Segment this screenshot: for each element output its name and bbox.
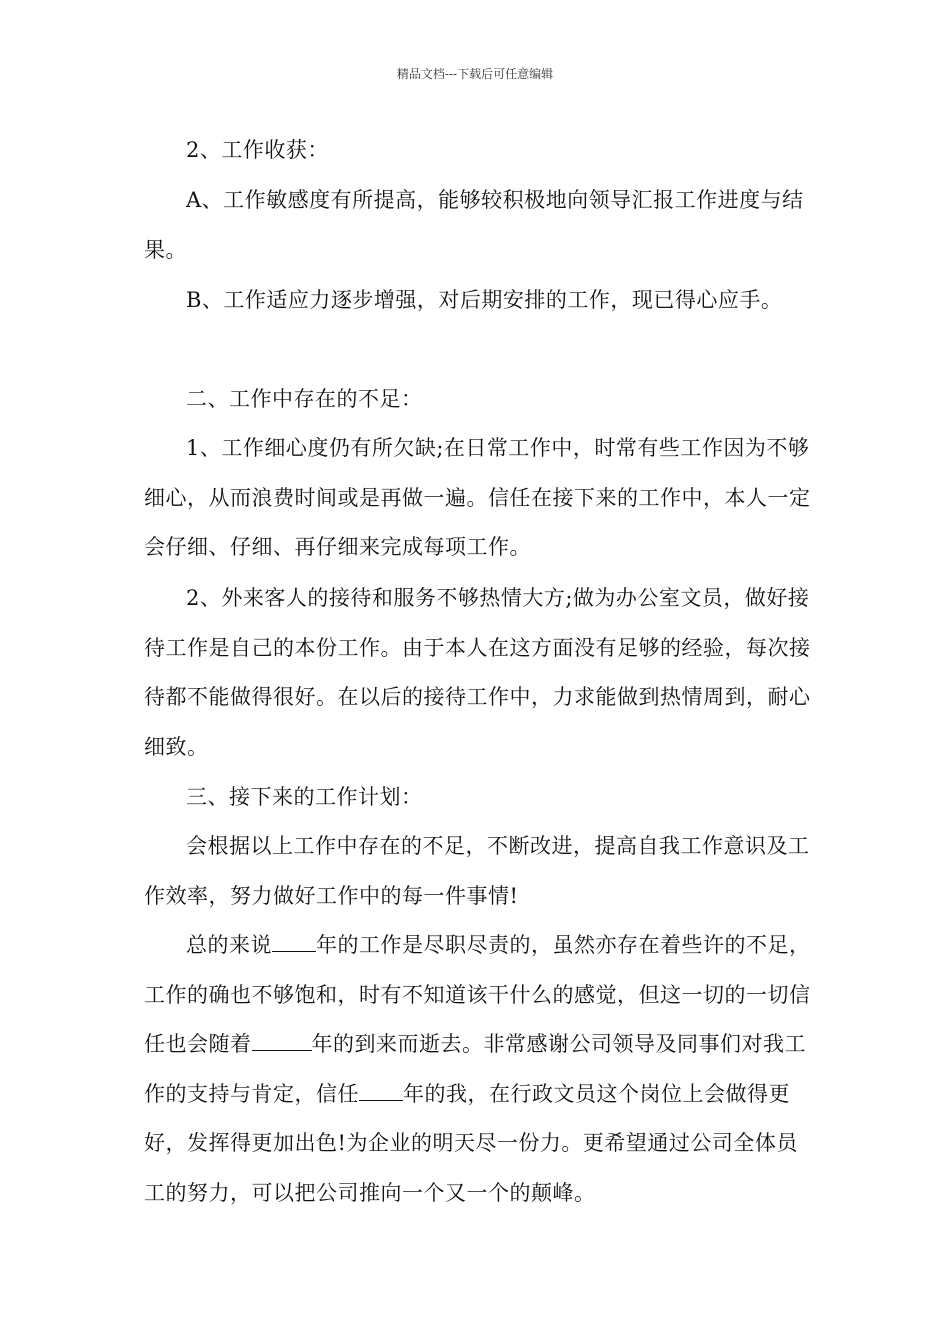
paragraph-plan-heading: 三、接下来的工作计划： bbox=[186, 785, 423, 809]
year-blank-3 bbox=[359, 1080, 403, 1101]
paragraph-plan-body: 会根据以上工作中存在的不足，不断改进，提高自我工作意识及工作效率，努力做好工作中的每一件事情! bbox=[144, 834, 810, 908]
summary-text-part-2: 年的工作是尽职尽责的，虽然亦存在着些许的不足，工作的确也不够饱和，时有不知道该干什么的感觉，但这一切的一切信任也会随着 bbox=[144, 933, 811, 1056]
paragraph-summary bbox=[144, 921, 814, 1218]
paragraph-gain-a: A、工作敏感度有所提高，能够较积极地向领导汇报工作进度与结果。 bbox=[144, 188, 804, 262]
page-header: 精品文档---下载后可任意编辑 bbox=[396, 67, 554, 81]
year-blank-2 bbox=[252, 1030, 312, 1051]
year-blank-1 bbox=[272, 931, 316, 952]
summary-text-part-1: 总的来说 bbox=[186, 933, 272, 957]
paragraph-shortcoming-1: 1、工作细心度仍有所欠缺;在日常工作中，时常有些工作因为不够细心，从而浪费时间或是再做一遍。信任在接下来的工作中，本人一定会仔细、仔细、再仔细来完成每项工作。 bbox=[144, 436, 811, 559]
summary-text-part-4: 年的我，在行政文员这个岗位上会做得更好，发挥得更加出色!为企业的明天尽一份力。更希望通过公司全体员工的努力，可以把公司推向一个又一个的颠峰。 bbox=[144, 1081, 798, 1205]
paragraph-work-gains-heading: 2、工作收获： bbox=[186, 138, 329, 162]
paragraph-gain-b: B、工作适应力逐步增强，对后期安排的工作，现已得心应手。 bbox=[186, 288, 783, 312]
paragraph-shortcomings-heading: 二、工作中存在的不足： bbox=[186, 387, 423, 411]
paragraph-shortcoming-2: 2、外来客人的接待和服务不够热情大方;做为办公室文员，做好接待工作是自己的本份工作。由于本人在这方面没有足够的经验，每次接待都不能做得很好。在以后的接待工作中，力求能做到热情周到，耐心细致。 bbox=[144, 586, 811, 759]
summary-text-part-3: 年的到来而逝去。非常感谢公司领导及同事们对我工作的支持与肯定，信任 bbox=[144, 1032, 806, 1106]
